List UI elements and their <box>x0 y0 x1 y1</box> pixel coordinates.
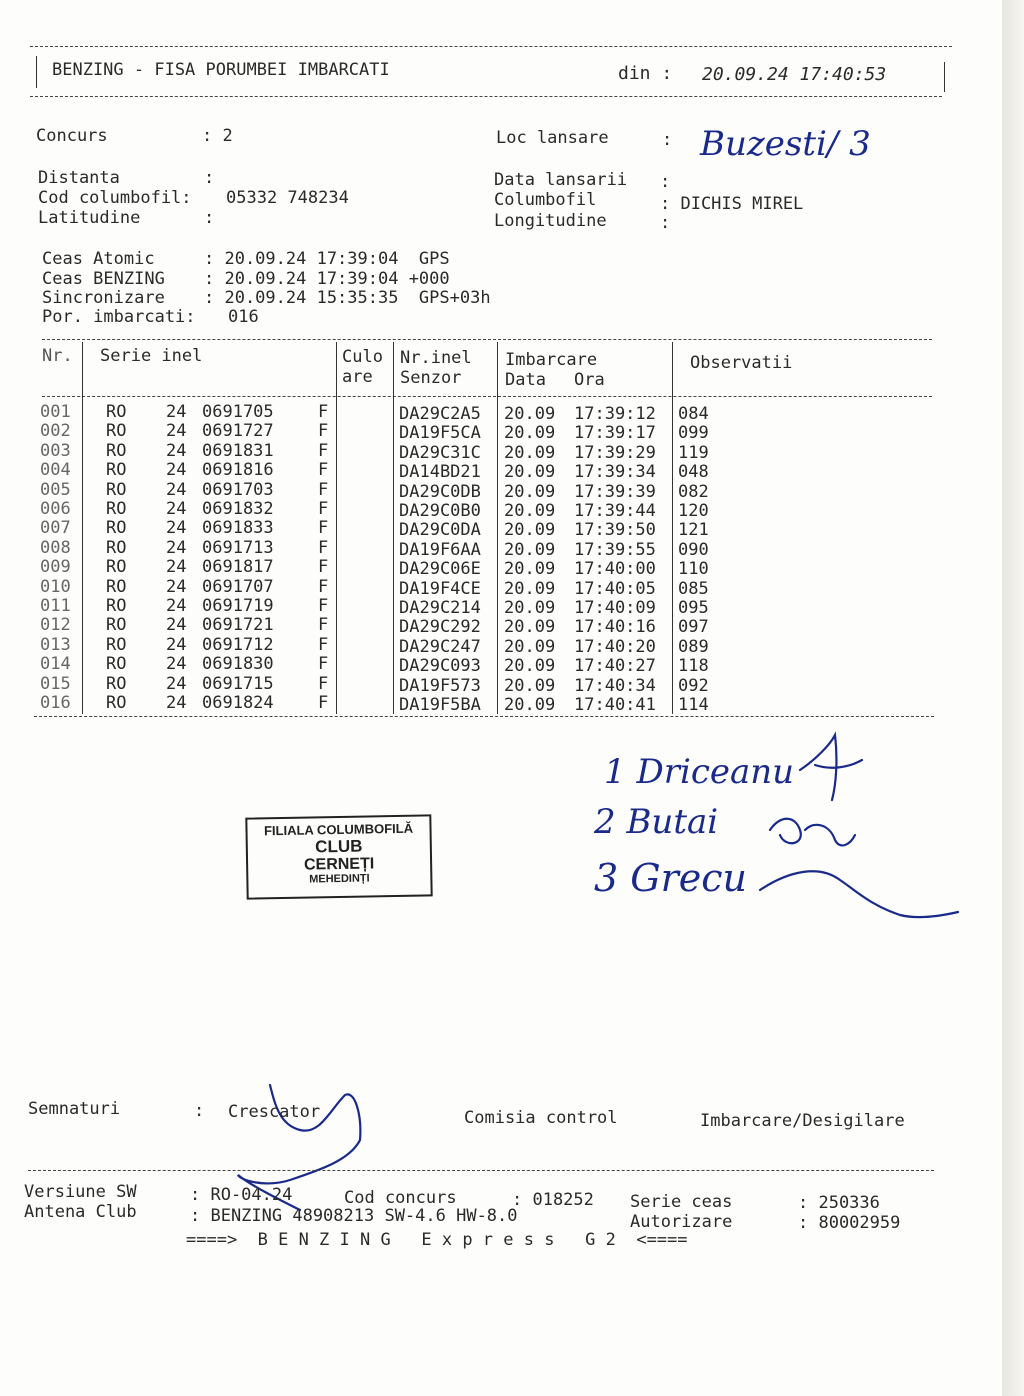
antena-club-value: : BENZING 48908213 SW-4.6 HW-8.0 <box>190 1206 518 1226</box>
cell-data: 20.09 <box>504 598 556 618</box>
cell-senzor: DA14BD21 <box>399 462 481 483</box>
columbofil-label: Columbofil <box>494 190 597 210</box>
data-lansarii-label: Data lansarii <box>494 170 628 190</box>
concurs-label: Concurs <box>36 126 108 146</box>
cell-data: 20.09 <box>504 501 556 521</box>
document-title: BENZING - FISA PORUMBEI IMBARCATI <box>52 60 390 80</box>
cell-an: 24 <box>166 402 187 422</box>
cell-data: 20.09 <box>504 695 556 715</box>
cell-inel: 0691703 <box>202 479 274 500</box>
col-header-observatii: Observatii <box>690 353 793 373</box>
cell-an: 24 <box>166 673 187 694</box>
cell-nr: 015 <box>40 673 71 694</box>
cell-data: 20.09 <box>504 481 556 502</box>
cell-ora: 17:40:34 <box>574 675 656 696</box>
cell-senzor: DA29C0B0 <box>399 501 481 521</box>
cell-observatii: 089 <box>678 636 709 657</box>
cell-tara: RO <box>106 518 127 539</box>
cell-sex: F <box>318 537 329 558</box>
serie-ceas-label: Serie ceas <box>630 1192 733 1212</box>
cell-nr: 003 <box>40 440 71 461</box>
cell-nr: 008 <box>40 537 71 558</box>
cell-senzor: DA19F5BA <box>399 695 481 715</box>
cell-tara: RO <box>106 673 127 694</box>
cell-observatii: 099 <box>678 423 709 444</box>
loc-lansare-colon: : <box>662 130 673 150</box>
din-label: din : <box>618 63 673 84</box>
distanta-label: Distanta <box>38 168 120 188</box>
stamp-line-2: CLUB <box>315 836 363 857</box>
cell-tara: RO <box>106 596 127 616</box>
cell-data: 20.09 <box>504 636 556 657</box>
cell-an: 24 <box>166 518 187 539</box>
col-header-nr-inel: Nr.inel <box>400 348 472 368</box>
cell-an: 24 <box>166 596 187 616</box>
cell-sex: F <box>318 615 329 636</box>
cell-ora: 17:39:12 <box>574 404 656 424</box>
cell-data: 20.09 <box>504 442 556 463</box>
versiune-sw-label: Versiune SW <box>24 1182 137 1202</box>
cell-an: 24 <box>166 460 187 481</box>
cell-senzor: DA19F6AA <box>399 539 481 560</box>
cell-observatii: 092 <box>678 675 709 696</box>
cell-nr: 011 <box>40 596 71 616</box>
stamp-line-3: CERNEȚI <box>303 855 375 874</box>
cell-inel: 0691832 <box>202 499 274 519</box>
cell-data: 20.09 <box>504 539 556 560</box>
autorizare-label: Autorizare <box>630 1212 733 1232</box>
cell-ora: 17:40:20 <box>574 636 656 657</box>
data-lansarii-colon: : <box>660 172 671 192</box>
semnaturi-colon: : <box>194 1101 205 1121</box>
cell-tara: RO <box>106 654 127 675</box>
longitudine-colon: : <box>660 213 671 233</box>
cell-data: 20.09 <box>504 404 556 424</box>
latitudine-label: Latitudine <box>38 208 141 228</box>
cell-sex: F <box>318 576 329 597</box>
cell-inel: 0691727 <box>202 421 274 442</box>
cell-sex: F <box>318 557 329 578</box>
cell-observatii: 114 <box>678 695 709 715</box>
cell-sex: F <box>318 421 329 442</box>
columbofil-value: : DICHIS MIREL <box>660 194 804 214</box>
cell-observatii: 121 <box>678 520 709 541</box>
cell-tara: RO <box>106 402 127 422</box>
cell-observatii: 120 <box>678 501 709 521</box>
cell-senzor: DA29C31C <box>399 442 481 463</box>
stamp-line-1: FILIALA COLUMBOFILĂ <box>263 820 414 839</box>
ceas-benzing-label: Ceas BENZING <box>42 269 165 289</box>
footer-rule <box>28 1170 934 1171</box>
latitudine-colon: : <box>204 208 215 228</box>
serie-ceas-value: : 250336 <box>798 1193 880 1213</box>
longitudine-label: Longitudine <box>494 211 607 231</box>
cell-sex: F <box>318 460 329 481</box>
cell-sex: F <box>318 673 329 694</box>
cell-an: 24 <box>166 479 187 500</box>
sincronizare-label: Sincronizare <box>42 288 165 308</box>
cell-senzor: DA29C214 <box>399 598 481 618</box>
cell-nr: 004 <box>40 460 71 481</box>
cell-ora: 17:39:34 <box>574 462 656 483</box>
handwritten-name-2: 2 Butai <box>594 802 719 842</box>
cell-ora: 17:40:27 <box>574 656 656 677</box>
cell-sex: F <box>318 402 329 422</box>
cell-inel: 0691707 <box>202 576 274 597</box>
benzing-brand-line: ====> B E N Z I N G E x p r e s s G 2 <==== <box>186 1230 688 1250</box>
cell-ora: 17:39:55 <box>574 539 656 560</box>
din-timestamp: 20.09.24 17:40:53 <box>702 64 887 85</box>
cell-tara: RO <box>106 537 127 558</box>
cell-an: 24 <box>166 499 187 519</box>
crescator-label: Crescator <box>228 1102 321 1122</box>
cell-an: 24 <box>166 421 187 442</box>
cod-concurs-label: Cod concurs <box>344 1188 457 1208</box>
cell-an: 24 <box>166 634 187 655</box>
col-header-data: Data <box>505 370 546 390</box>
handwritten-name-1: 1 Driceanu <box>604 752 795 792</box>
versiune-sw-value: : RO-04.24 <box>190 1185 293 1205</box>
cell-inel: 0691830 <box>202 654 274 675</box>
cell-ora: 17:40:41 <box>574 695 656 715</box>
cell-tara: RO <box>106 440 127 461</box>
cell-nr: 007 <box>40 518 71 539</box>
cell-ora: 17:39:44 <box>574 501 656 521</box>
cell-observatii: 085 <box>678 578 709 599</box>
cod-concurs-value: : 018252 <box>512 1190 594 1210</box>
cell-observatii: 090 <box>678 539 709 560</box>
cell-nr: 005 <box>40 479 71 500</box>
cell-ora: 17:40:00 <box>574 559 656 580</box>
cell-tara: RO <box>106 634 127 655</box>
semnaturi-label: Semnaturi <box>28 1099 121 1119</box>
cell-tara: RO <box>106 557 127 578</box>
col-header-ora: Ora <box>574 370 605 390</box>
cell-sex: F <box>318 634 329 655</box>
cell-senzor: DA19F4CE <box>399 578 481 599</box>
stamp-line-4: MEHEDINȚI <box>309 872 370 886</box>
col-header-senzor: Senzor <box>400 368 462 388</box>
cell-an: 24 <box>166 440 187 461</box>
cell-data: 20.09 <box>504 520 556 541</box>
cell-nr: 010 <box>40 576 71 597</box>
cell-an: 24 <box>166 693 187 713</box>
cell-senzor: DA29C0DB <box>399 481 481 502</box>
porumbei-imbarcati-value: 016 <box>228 307 259 327</box>
col-header-culoare-2: are <box>342 367 373 387</box>
cell-observatii: 118 <box>678 656 709 677</box>
cell-inel: 0691715 <box>202 673 274 694</box>
distanta-colon: : <box>204 168 215 188</box>
cell-inel: 0691817 <box>202 557 274 578</box>
cell-tara: RO <box>106 479 127 500</box>
cell-nr: 016 <box>40 693 71 713</box>
cell-senzor: DA29C247 <box>399 636 481 657</box>
cell-nr: 009 <box>40 557 71 578</box>
ceas-atomic-value: : 20.09.24 17:39:04 GPS <box>204 249 450 269</box>
cell-data: 20.09 <box>504 578 556 599</box>
cell-nr: 002 <box>40 421 71 442</box>
autorizare-value: : 80002959 <box>798 1213 901 1233</box>
col-header-nr: Nr. <box>42 346 73 366</box>
cell-senzor: DA29C0DA <box>399 520 481 541</box>
cell-inel: 0691831 <box>202 440 274 461</box>
imbarcare-desigilare-label: Imbarcare/Desigilare <box>700 1111 905 1131</box>
cell-tara: RO <box>106 693 127 713</box>
cell-an: 24 <box>166 615 187 636</box>
cell-data: 20.09 <box>504 559 556 580</box>
cell-senzor: DA29C292 <box>399 617 481 638</box>
cell-sex: F <box>318 499 329 519</box>
cell-inel: 0691833 <box>202 518 274 539</box>
handwritten-name-3: 3 Grecu <box>594 856 748 900</box>
cell-inel: 0691719 <box>202 596 274 616</box>
antena-club-label: Antena Club <box>24 1202 137 1222</box>
ceas-benzing-value: : 20.09.24 17:39:04 +000 <box>204 269 450 289</box>
sincronizare-value: : 20.09.24 15:35:35 GPS+03h <box>204 288 491 308</box>
cell-inel: 0691721 <box>202 615 274 636</box>
cell-an: 24 <box>166 654 187 675</box>
cell-nr: 006 <box>40 499 71 519</box>
loc-lansare-handwritten: Buzesti/ 3 <box>700 124 871 164</box>
cell-inel: 0691824 <box>202 693 274 713</box>
cell-data: 20.09 <box>504 617 556 638</box>
cell-an: 24 <box>166 537 187 558</box>
cell-observatii: 084 <box>678 404 709 424</box>
cell-observatii: 110 <box>678 559 709 580</box>
cell-ora: 17:39:29 <box>574 442 656 463</box>
cod-columbofil-label: Cod columbofil: <box>38 188 192 208</box>
cell-observatii: 082 <box>678 481 709 502</box>
cell-observatii: 048 <box>678 462 709 483</box>
cell-tara: RO <box>106 499 127 519</box>
cell-nr: 013 <box>40 634 71 655</box>
cell-an: 24 <box>166 557 187 578</box>
cell-data: 20.09 <box>504 675 556 696</box>
cell-inel: 0691712 <box>202 634 274 655</box>
cell-ora: 17:40:16 <box>574 617 656 638</box>
cell-tara: RO <box>106 615 127 636</box>
cell-ora: 17:39:50 <box>574 520 656 541</box>
cell-nr: 014 <box>40 654 71 675</box>
comisia-control-label: Comisia control <box>464 1108 618 1128</box>
cell-ora: 17:40:05 <box>574 578 656 599</box>
cell-sex: F <box>318 693 329 713</box>
concurs-value: : 2 <box>202 126 233 146</box>
col-header-culoare: Culo <box>342 347 383 367</box>
cell-nr: 012 <box>40 615 71 636</box>
cod-columbofil-value: 05332 748234 <box>226 188 349 208</box>
cell-data: 20.09 <box>504 656 556 677</box>
cell-sex: F <box>318 596 329 616</box>
cell-senzor: DA29C06E <box>399 559 481 580</box>
cell-senzor: DA29C2A5 <box>399 404 481 424</box>
cell-sex: F <box>318 518 329 539</box>
cell-inel: 0691713 <box>202 537 274 558</box>
col-header-serie-inel: Serie inel <box>100 346 203 366</box>
cell-observatii: 095 <box>678 598 709 618</box>
ceas-atomic-label: Ceas Atomic <box>42 249 155 269</box>
cell-tara: RO <box>106 460 127 481</box>
cell-sex: F <box>318 479 329 500</box>
cell-senzor: DA19F573 <box>399 675 481 696</box>
col-header-imbarcare: Imbarcare <box>505 350 598 370</box>
cell-sex: F <box>318 440 329 461</box>
loc-lansare-label: Loc lansare <box>496 128 609 148</box>
cell-sex: F <box>318 654 329 675</box>
cell-tara: RO <box>106 576 127 597</box>
cell-ora: 17:39:39 <box>574 481 656 502</box>
cell-data: 20.09 <box>504 423 556 444</box>
cell-inel: 0691705 <box>202 402 274 422</box>
cell-ora: 17:40:09 <box>574 598 656 618</box>
cell-observatii: 097 <box>678 617 709 638</box>
cell-observatii: 119 <box>678 442 709 463</box>
cell-inel: 0691816 <box>202 460 274 481</box>
cell-tara: RO <box>106 421 127 442</box>
cell-ora: 17:39:17 <box>574 423 656 444</box>
cell-an: 24 <box>166 576 187 597</box>
cell-nr: 001 <box>40 402 71 422</box>
cell-data: 20.09 <box>504 462 556 483</box>
cell-senzor: DA19F5CA <box>399 423 481 444</box>
porumbei-imbarcati-label: Por. imbarcati: <box>42 307 196 327</box>
cell-senzor: DA29C093 <box>399 656 481 677</box>
